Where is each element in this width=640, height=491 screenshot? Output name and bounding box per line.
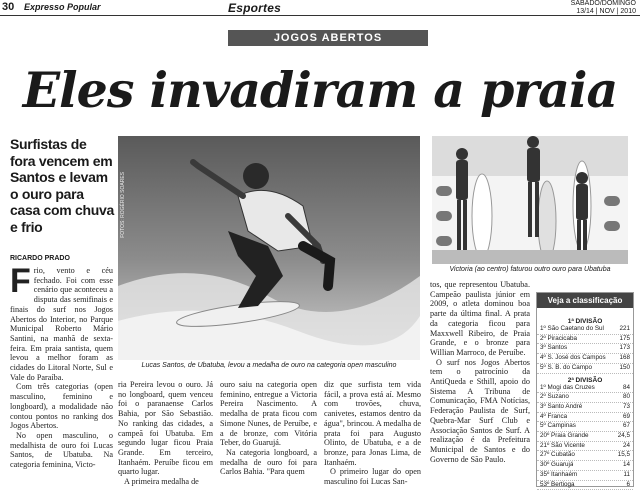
article-column-4: [324, 380, 421, 487]
classification-row: [537, 481, 633, 491]
classification-row: [537, 364, 633, 374]
main-photo-caption: Lucas Santos, de Ubatuba, levou a medalha de ouro na categoria open masculino: [141, 362, 397, 369]
city-points: 14: [622, 461, 630, 469]
city-name: 35º Itanhaém: [540, 470, 578, 478]
topic-banner: JOGOS ABERTOS: [228, 30, 428, 46]
city-name: 5º S. B. do Campo: [540, 363, 593, 371]
city-points: 80: [622, 393, 630, 401]
article-paragraph: Com três categorias (open masculino, feminino e longboard), a modalidade não contou pontos no ranking dos Jogos Abertos.: [10, 382, 113, 431]
city-name: 4º S. José dos Campos: [540, 354, 606, 362]
article-column-1: [10, 262, 113, 470]
podium-photo-caption: Victoria (ao centro) faturou outro ouro para Ubatuba: [449, 266, 611, 273]
publication-name-a: Expresso: [24, 2, 65, 12]
classification-row: [537, 461, 633, 471]
article-column-2: [118, 380, 213, 487]
city-name: 1º São Caetano do Sul: [540, 325, 604, 332]
city-points: 15,5: [617, 451, 630, 459]
city-name: 27º Cubatão: [540, 451, 575, 459]
surfer-photo: [118, 136, 420, 360]
city-name: 21º São Vicente: [540, 441, 585, 449]
article-paragraph: A primeira medalha de: [124, 477, 199, 487]
article-paragraph: O primeiro lugar do open masculino foi Lucas San-: [324, 467, 421, 487]
publication-name: [24, 2, 101, 12]
article-column-5: [430, 280, 530, 464]
city-points: 67: [622, 422, 630, 430]
classification-row: [537, 325, 633, 335]
podium-illustration: [432, 136, 628, 264]
city-points: 150: [619, 363, 630, 371]
city-points: 69: [622, 412, 630, 420]
city-name: 2º Suzano: [540, 393, 569, 401]
city-name: 2º Piracicaba: [540, 334, 577, 342]
publication-name-b: Popular: [67, 2, 101, 12]
classification-title: Veja a classificação: [537, 293, 633, 308]
city-points: 168: [619, 354, 630, 362]
section-title: Esportes: [228, 1, 281, 15]
article-paragraph: Na categoria longboard, a medalha de ouro foi para Carlos Bahia. "Para quem: [220, 447, 317, 477]
city-points: 73: [622, 402, 630, 410]
drop-cap: F: [10, 262, 31, 300]
classification-row: [537, 403, 633, 413]
division-2-title: 2ª DIVISÃO: [567, 376, 603, 384]
article-paragraph: Frio, vento e céu fechado. Foi com esse cenário que aconteceu a disputa das semifinais e finais do surf nos Jogos Abertos do Interior, no Parque Municipal Roberto Mário Santini, na manhã de sexta-feira. Em praia santista, quem levou a melhor foram as cidades do Litoral Norte, Sul e Vale do Paraíba.: [10, 262, 113, 382]
article-paragraph: diz que surfista tem vida fácil, a prova está aí. Mesmo com trovões, chuva, canivetes, estamos dentro da água", brincou. A medalha de prata foi para Augusto Olinto, de Ubatuba, e a de bronze, para Jonas Lima, de Itanhaém.: [324, 380, 421, 467]
classification-row: [537, 344, 633, 354]
page-header: [0, 0, 640, 16]
classification-row: [537, 393, 633, 403]
classification-row: [537, 442, 633, 452]
city-points: 24,5: [617, 432, 630, 440]
classification-row: [537, 354, 633, 364]
date-line: [571, 0, 636, 15]
classification-row: [537, 432, 633, 442]
city-points: 175: [619, 334, 630, 342]
classification-row: [537, 471, 633, 481]
city-name: 4º Franca: [540, 412, 568, 420]
date-value: 13/14 | NOV | 2010: [576, 7, 636, 15]
article-column-3: [220, 380, 317, 477]
division-2-list: [537, 384, 633, 491]
article-paragraph: ria Pereira levou o ouro. Já no longboard, quem venceu foi o paranaense Carlos Bahia, por São Sebastião. No ranking das cidades, a campeã foi Ubatuba. Em segundo lugar ficou Praia Grande. Em terceiro, Itanhaém. Peruíbe ficou em quarto lugar.: [118, 380, 213, 477]
city-points: 84: [622, 383, 630, 391]
surfer-illustration: [118, 136, 420, 360]
city-points: 11: [623, 470, 630, 478]
article-paragraph: No open masculino, o medalhista de ouro foi Lucas Santos, de Ubatuba. Na categoria feminina, Victo-: [10, 430, 113, 470]
headline: Eles invadiram a praia: [22, 61, 618, 119]
article-paragraph: O surf nos Jogos Abertos tem o patrocínio da AntiQueda e Sthill, apoio do Sistema A Tribuna de Comunicação, FMA Notícias, Federação Paulista de Surf, Quebra-Mar Surf Club e Associação Santos de Surf. A realização é da Prefeitura Municipal de Santos e do Governo de São Paulo.: [430, 357, 530, 464]
division-1-title: 1ª DIVISÃO: [567, 318, 603, 325]
city-name: 3º Santo André: [540, 402, 583, 410]
city-points: 24: [622, 441, 630, 449]
city-points: 221: [619, 325, 630, 332]
city-points: 6: [626, 480, 630, 488]
city-name: 20º Praia Grande: [540, 432, 589, 440]
city-name: 5º Campinas: [540, 422, 576, 430]
page-number: 30: [2, 1, 15, 13]
deck: Surfistas de fora vencem em Santos e levam o ouro para casa com chuva e frio: [10, 136, 114, 235]
city-name: 3º Santos: [540, 344, 568, 352]
classification-row: [537, 384, 633, 394]
article-paragraph: tos, que representou Ubatuba. Campeão paulista júnior em 2009, o atleta dominou boa parte da última final. A prata da categoria ficou para Maxxwell Ribeiro, de Praia Grande, e o bronze para Willian Marroco, de Peruíbe.: [430, 280, 530, 357]
podium-photo: [432, 136, 628, 264]
city-points: 173: [619, 344, 630, 352]
classification-row: [537, 413, 633, 423]
city-name: 1º Mogi das Cruzes: [540, 383, 595, 391]
division-1-list: [537, 325, 633, 374]
article-paragraph: ouro saiu na categoria open feminino, entregue a Victoria Pereira Nascimento. A medalha de prata ficou com Simone Nunes, de Peruíbe, e a de bronze, com Vitória Teber, do Guarujá.: [220, 380, 317, 448]
byline: RICARDO PRADO: [10, 255, 70, 262]
photo-credit: FOTOS: ROGÉRIO SOARES: [120, 172, 126, 238]
city-name: 30º Guarujá: [540, 461, 574, 469]
classification-box: [536, 292, 634, 487]
classification-row: [537, 451, 633, 461]
classification-row: [537, 335, 633, 345]
city-name: 53º Bertioga: [540, 480, 575, 488]
date-weekday: SÁBADO/DOMINGO: [570, 0, 636, 7]
classification-row: [537, 422, 633, 432]
